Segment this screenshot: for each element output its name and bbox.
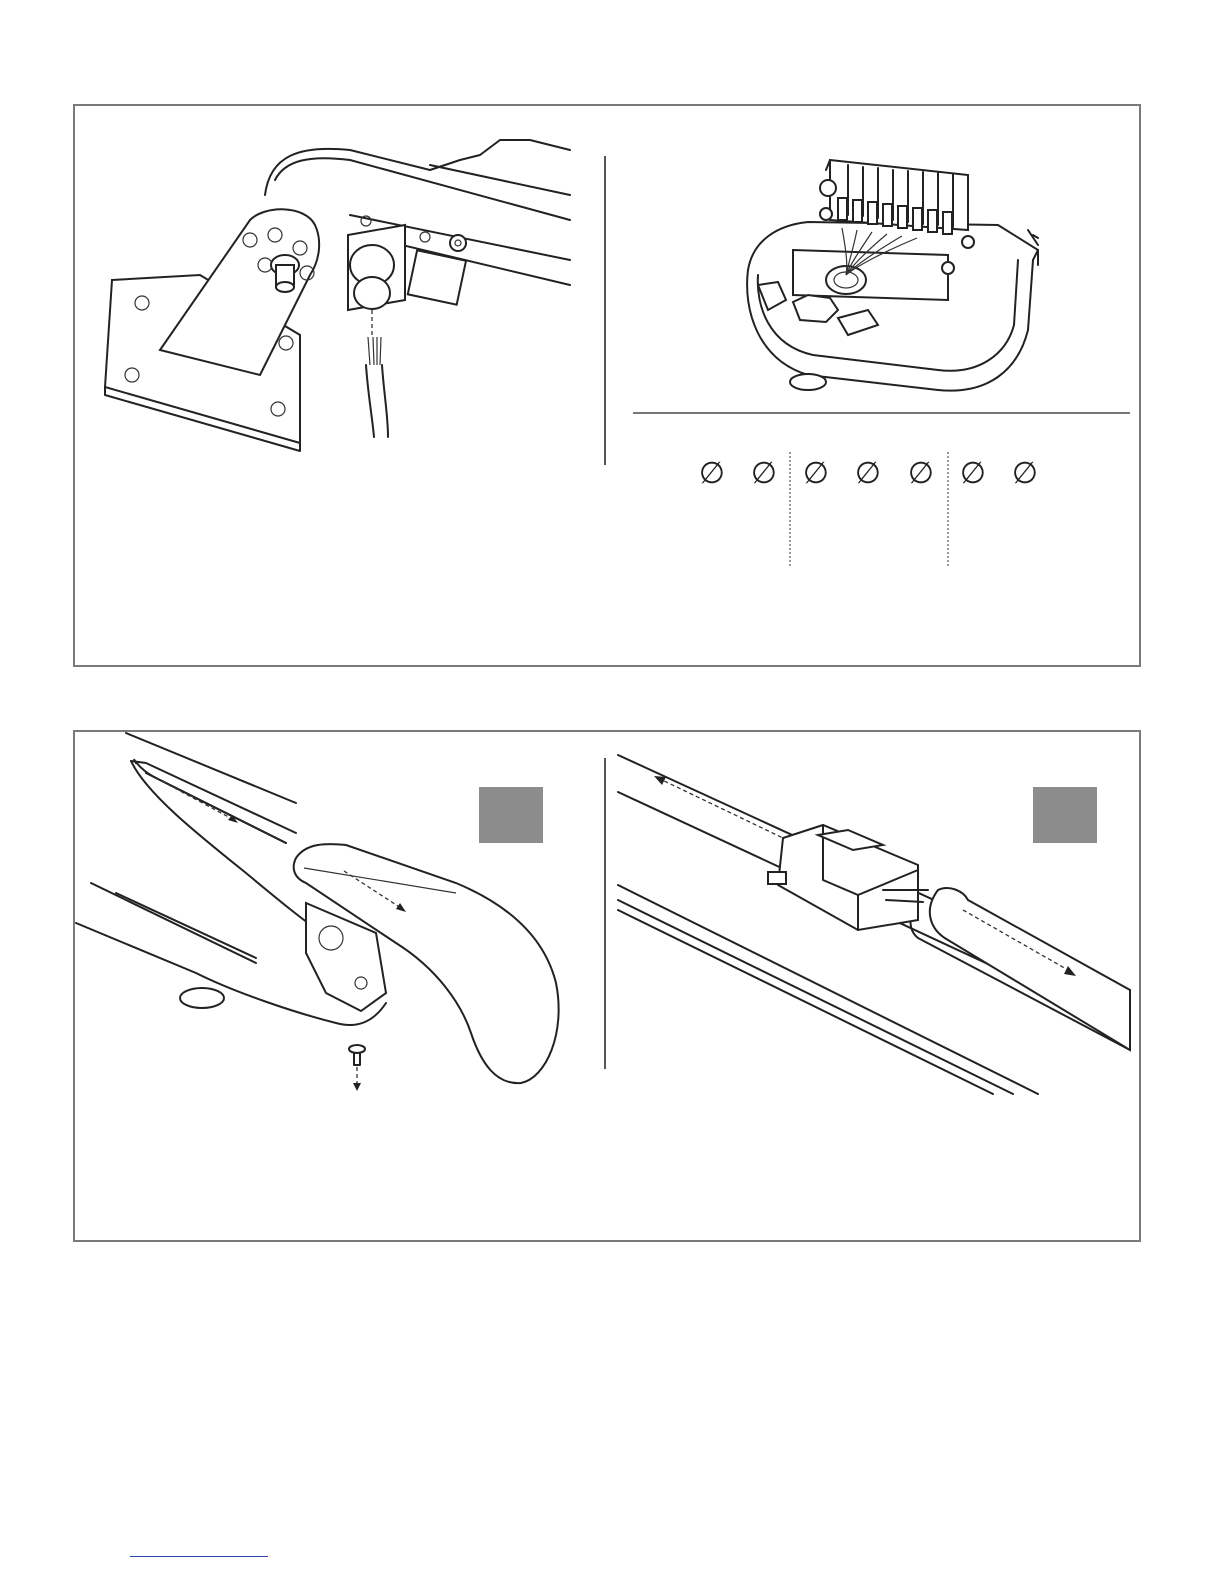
terminal-symbol-7: ∅ (1011, 456, 1039, 491)
terminal-symbol-5: ∅ (907, 456, 935, 491)
top-vertical-divider (604, 156, 606, 465)
terminal-symbol-2: ∅ (750, 456, 778, 491)
top-right-horizontal-divider (633, 412, 1130, 414)
terminal-group-divider-2 (947, 452, 949, 566)
step-badge-b (1033, 787, 1097, 843)
terminal-symbol-6: ∅ (959, 456, 987, 491)
terminal-housing-illustration (738, 150, 1058, 400)
mounting-bracket-illustration (100, 125, 600, 465)
terminal-symbol-3: ∅ (802, 456, 830, 491)
footer-link-underline[interactable] (130, 1556, 268, 1557)
terminal-group-divider-1 (789, 452, 791, 566)
step-badge-a (479, 787, 543, 843)
terminal-symbol-4: ∅ (854, 456, 882, 491)
terminal-symbol-1: ∅ (698, 456, 726, 491)
bottom-vertical-divider (604, 758, 606, 1069)
